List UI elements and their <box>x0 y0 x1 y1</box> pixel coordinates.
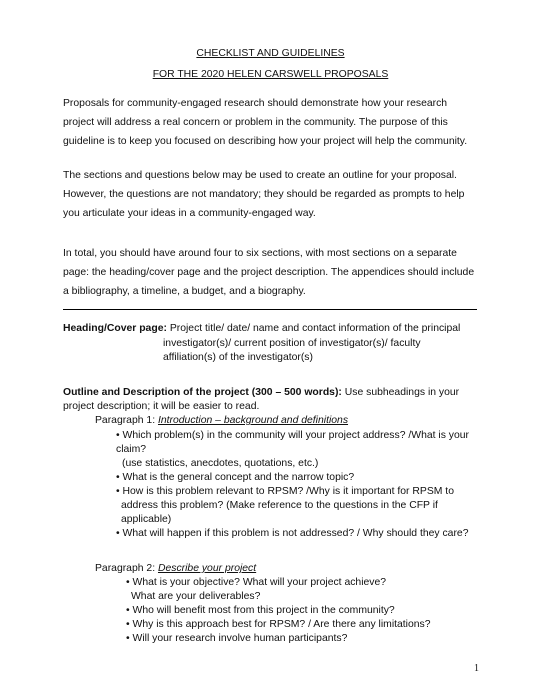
intro-line: project will address a real concern or problem in the community. The purpose of this <box>63 117 448 128</box>
cover-page-line: affiliation(s) of the investigator(s) <box>163 352 313 363</box>
title-line-1: CHECKLIST AND GUIDELINES <box>196 48 345 59</box>
bullet-item: • What will happen if this problem is not addressed? / Why should they care? <box>116 528 469 539</box>
bullet-item: • Who will benefit most from this project in the community? <box>126 605 395 616</box>
page-number: 1 <box>474 663 479 674</box>
sections-paragraph-line: The sections and questions below may be used to create an outline for your proposal. <box>63 170 457 181</box>
bullet-continuation: applicable) <box>121 514 172 525</box>
cover-page-label: Heading/Cover page: <box>63 323 167 334</box>
bullet-continuation: address this problem? (Make reference to the questions in the CFP if <box>121 500 438 511</box>
bullet-continuation: (use statistics, anecdotes, quotations, etc.) <box>122 458 319 469</box>
total-paragraph-line: In total, you should have around four to six sections, with most sections on a separate <box>63 248 457 259</box>
bullet-item: • Why is this approach best for RPSM? / Are there any limitations? <box>126 619 431 630</box>
bullet-item: • Will your research involve human participants? <box>126 633 348 644</box>
paragraph-2-label: Paragraph 2: <box>95 563 156 574</box>
horizontal-rule <box>63 309 477 310</box>
outline-line: project description; it will be easier to read. <box>63 401 260 412</box>
bullet-continuation: What are your deliverables? <box>131 591 261 602</box>
paragraph-1-label: Paragraph 1: <box>95 415 156 426</box>
bullet-continuation: claim? <box>116 444 147 455</box>
sections-paragraph-line: you articulate your ideas in a community-engaged way. <box>63 208 316 219</box>
paragraph-1-title: Introduction – background and definitions <box>157 415 349 426</box>
total-paragraph-line: a bibliography, a timeline, a budget, and a biography. <box>63 286 306 297</box>
paragraph-2-title: Describe your project <box>157 563 257 574</box>
title-line-2: FOR THE 2020 HELEN CARSWELL PROPOSALS <box>152 69 389 80</box>
paragraph-2-heading <box>95 563 256 575</box>
cover-page-line: investigator(s)/ current position of investigator(s)/ faculty <box>163 338 421 349</box>
outline-label: Outline and Description of the project (300 – 500 words): <box>63 387 342 398</box>
outline-text: Use subheadings in your <box>341 387 460 398</box>
sections-paragraph-line: However, the questions are not mandatory; they should be regarded as prompts to help <box>63 189 465 200</box>
outline-line <box>63 387 459 399</box>
intro-line: guideline is to keep you focused on describing how your project will help the community. <box>63 136 468 147</box>
cover-page-text: Project title/ date/ name and contact information of the principal <box>166 323 461 334</box>
intro-line: Proposals for community-engaged research should demonstrate how your research <box>63 98 448 109</box>
paragraph-1-heading <box>95 415 348 427</box>
bullet-item: • How is this problem relevant to RPSM? /Why is it important for RPSM to <box>116 486 454 497</box>
bullet-item: • What is your objective? What will your project achieve? <box>126 577 387 588</box>
bullet-item: • What is the general concept and the narrow topic? <box>116 472 355 483</box>
total-paragraph-line: page: the heading/cover page and the project description. The appendices should include <box>63 267 475 278</box>
bullet-item: • Which problem(s) in the community will your project address? /What is your <box>116 430 469 441</box>
cover-page-line <box>63 323 460 335</box>
